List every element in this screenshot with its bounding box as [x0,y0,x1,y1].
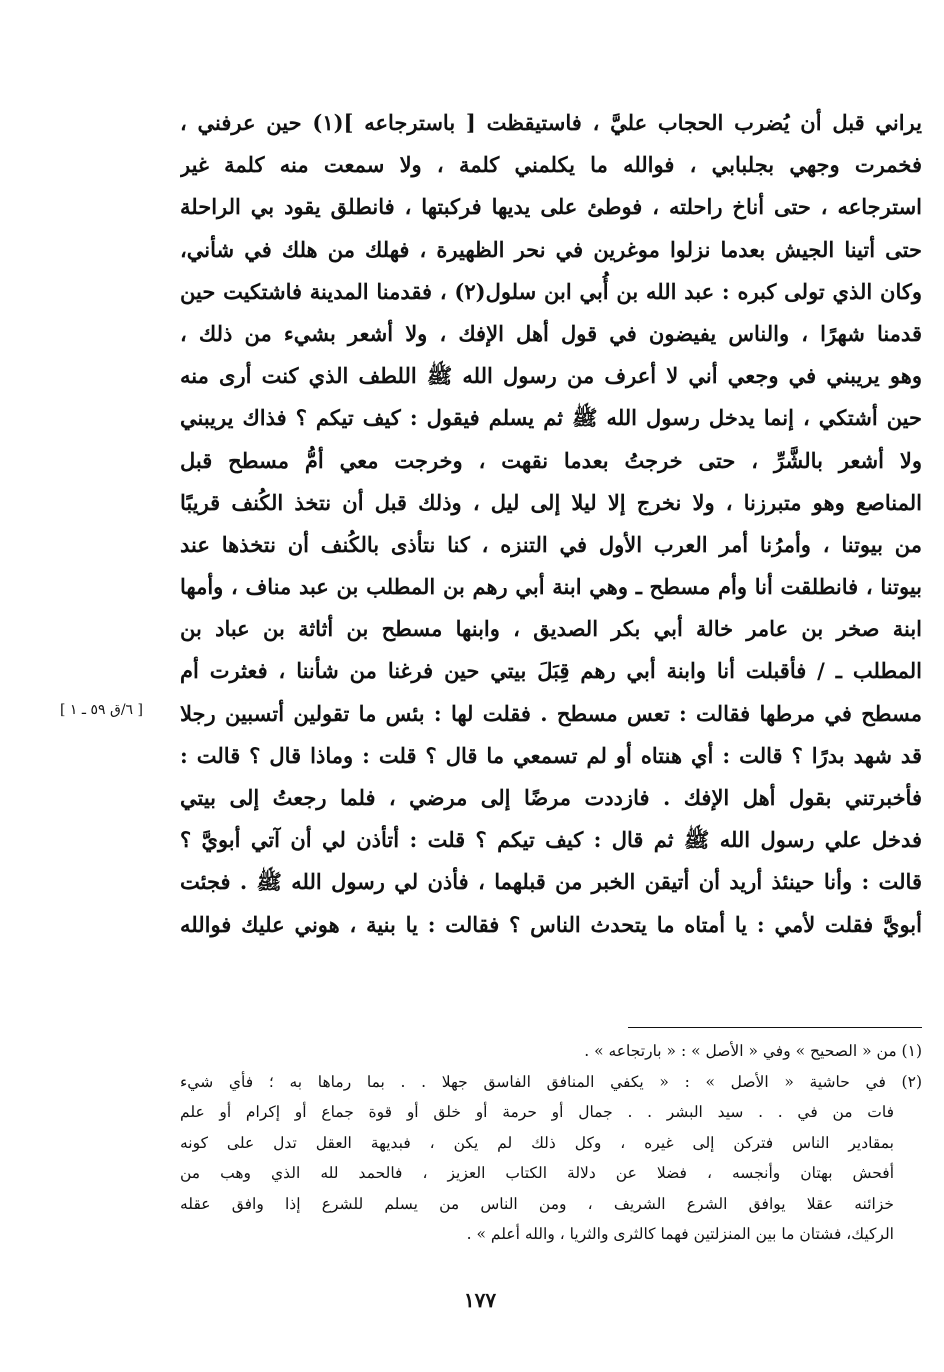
body-line-2: فخمرت وجهي بجلبابي ، فوالله ما يكلمني كلمة ، ولا سمعت منه كلمة غير [180,152,922,178]
footnote-2-line-1: (٢) في حاشية « الأصل » : « يكفي المنافق الفاسق جهلا . . بما رماها به ؛ فأي شيء [180,1072,922,1091]
body-line-9: ولا أشعر بالشَّرِّ ، حتى خرجتُ بعدما نقهت ، وخرجت معي أمُّ مسطح قبل [180,447,922,473]
body-line-19: قالت : وأنا حينئذ أريد أن أتيقن الخبر من قبلهما ، فأذن لي رسول الله ﷺ . فجئت [180,869,922,895]
footnote-2-line-3: بمقادير الناس فتركن إلى غيره ، وكل ذلك لم يكن ، فبديهة العقل تدل على كونه [180,1133,894,1152]
body-line-17: فأخبرتني بقول أهل الإفك . فازددت مرضًا إلى مرضي ، فلما رجعتُ إلى بيتي [180,785,922,810]
footnote-separator [628,1027,922,1028]
body-line-3: استرجاعه ، حتى أناخ راحلته ، فوطئ على يديها فركبتها ، فانطلق يقود بي الراحلة [180,194,922,220]
body-line-10: المناصع وهو متبرزنا ، ولا نخرج إلا ليلا إلى ليل ، وذلك قبل أن نتخذ الكُنف قريبًا [180,489,922,515]
body-line-11: من بيوتنا ، وأمرُنا أمر العرب الأول في التنزه ، كنا نتأذى بالكُنف أن نتخذها عند [180,531,922,557]
body-line-13: ابنة صخر بن عامر خالة أبي بكر الصديق ، وابنها مسطح بن أثاثة بن عباد بن [180,616,922,642]
body-line-6: قدمنا شهرًا ، والناس يفيضون في قول أهل الإفك ، ولا أشعر بشيء من ذلك ، [180,320,922,346]
body-line-7: وهو يريبني في وجعي أني لا أعرف من رسول الله ﷺ اللطف الذي كنت أرى منه [180,363,922,389]
footnote-2-line-4: أفحش بهتان وأنجسه ، فضلا عن دلالة الكتاب العزيز ، فالحمد لله الذي وهب من [180,1164,894,1182]
body-line-12: بيوتنا ، فانطلقت أنا وأم مسطح ـ وهي ابنة أبي رهم بن المطلب بن عبد مناف ، وأمها [180,574,922,600]
body-line-5: وكان الذي تولى كبره : عبد الله بن أُبي ابن سلول(٢) ، فقدمنا المدينة فاشتكيت حين [180,278,922,304]
body-line-20: أبويَّ فقلت لأمي : يا أمتاه ما يتحدث الناس ؟ فقالت : يا بنية ، هوني عليك فوالله [180,911,922,937]
body-line-4: حتى أتينا الجيش بعدما نزلوا موغرين في نحر الظهيرة ، فهلك من هلك في شأني، [180,236,922,262]
footnote-2-line-2: فات من في . . سيد البشر . . جمال أو حرمة أو خلق أو قوة جماع أو إكرام أو علم [180,1103,894,1121]
footnote-1: (١) من « الصحيح » وفي « الأصل » : « بارتجاعه » . [584,1042,922,1060]
footnote-2-line-5: خزائنه عقلا يوافق الشرع الشريف ، ومن الناس من يسلم للشرع إذا وافق عقله [180,1194,894,1213]
body-line-8: حين أشتكي ، إنما يدخل رسول الله ﷺ ثم يسلم فيقول : كيف تيكم ؟ فذاك يريبني [180,405,922,431]
body-line-18: فدخل علي رسول الله ﷺ ثم قال : كيف تيكم ؟ قلت : أتأذن لي أن آتي أبويَّ ؟ [180,827,922,853]
page-number: ١٧٧ [463,1288,497,1312]
manuscript-folio-marker: [ ٦/ق ٥٩ ـ ١ ] [60,702,143,718]
body-line-15: مسطح في مرطها فقالت : تعس مسطح . فقلت لها : بئس ما تقولين أتسبين رجلا [180,700,922,726]
body-line-1: يراني قبل أن يُضرب الحجاب عليَّ ، فاستيقظت [ باسترجاعه ](١) حين عرفني ، [180,110,922,135]
body-line-14: المطلب ـ / فأقبلت أنا وابنة أبي رهم قِبَلَ بيتي حين فرغنا من شأننا ، فعثرت أم [180,658,922,684]
main-body-text [180,102,922,946]
footnotes [180,1036,922,1250]
body-line-16: قد شهد بدرًا ؟ قالت : أي هنتاه أو لم تسمعي ما قال ؟ قلت : وماذا قال ؟ قالت : [180,742,922,768]
footnote-2-line-6: الركيك، فشتان ما بين المنزلتين فهما كالثرى والثريا ، والله أعلم » . [466,1225,894,1243]
